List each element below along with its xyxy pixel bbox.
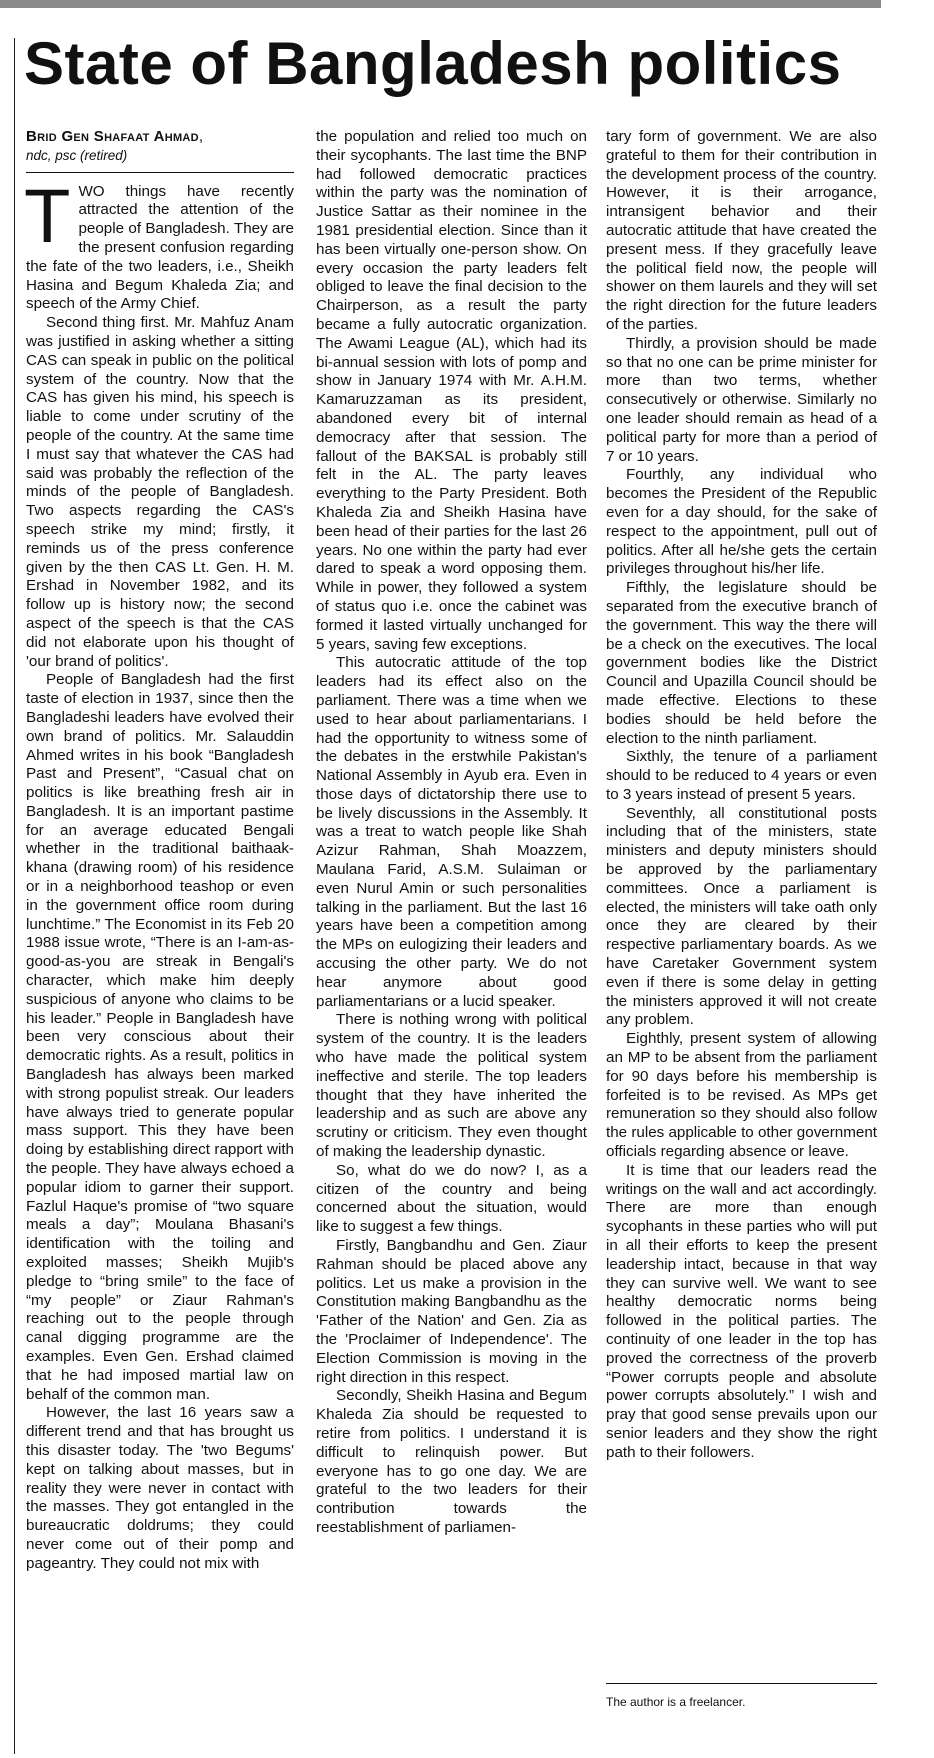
paragraph: Eighthly, present system of allowing an MP to be absent from the parliament for 90 days before his membership is forfeited is to be revised. As MPs get remuneration so they should also follow the rules applicable to other government officials regarding absence or leave. [606,1030,878,1161]
paragraph: Second thing first. Mr. Mahfuz Anam was justified in asking whether a sitting CAS can speak in public on the political system of the country. Now that the CAS has given his mind, his speech is liable to come under scrutiny of the people of the country. At the same time I must say that whatever the CAS had said was probably the reflection of the minds of the people of Bangladesh. Two aspects regarding the CAS's speech strike my mind; firstly, it reminds us of the press conference given by the then CAS Lt. Gen. H. M. Ershad in November 1982, and its follow up is history now; the second aspect of the speech is that the CAS did not elaborate upon his thought of 'our brand of politics'. [26,314,294,670]
top-rule [0,0,881,8]
byline-comma: , [198,128,204,145]
left-column-rule [14,38,15,1754]
paragraph: Firstly, Bangbandhu and Gen. Ziaur Rahman should be placed above any politics. Let us make a provision in the Constitution making Bangbandhu as the 'Father of the Nation' and Gen. Zia as the 'Proclaimer of Independence'. The Election Commission is moving in the right direction in this respect. [316,1237,587,1386]
author-name: Brid Gen Shafaat Ahmad [26,128,199,145]
headline: State of Bangladesh politics [24,30,842,97]
paragraph: So, what do we do now? I, as a citizen of the country and being concerned about the situation, would like to suggest a few things. [316,1161,587,1236]
paragraph: However, the last 16 years saw a different trend and that has brought us this disaster today. The 'two Begums' kept on talking about masses, but in reality they were never in contact with the masses. They got entangled in the bureaucratic doldrums; they could never come out of their pomp and pageantry. They could not mix with [26,1404,294,1572]
paragraph: There is nothing wrong with political system of the country. It is the leaders who have made the political system ineffective and sterile. The top leaders thought that they have inherited the leadership and as such are above any scrutiny or criticism. They even thought of making the leadership dynastic. [316,1011,587,1161]
paragraph: Secondly, Sheikh Hasina and Begum Khaleda Zia should be requested to retire from politics. I understand it is difficult to relinquish power. But everyone has to go one day. We are grateful to the two leaders for their contribution towards the reestablishment of parliamen- [316,1387,587,1536]
byline-rule [26,172,294,173]
drop-cap: T [24,173,71,259]
paragraph-text: WO things have recently attracted the attention of the people of Bangladesh. They are the present confusion regarding the fate of the two leaders, i.e., Sheikh Hasina and Begum Khaleda Zia; and speech of the Army Chief. [26,182,294,313]
paragraph: Fourthly, any individual who becomes the President of the Republic even for a day should, for the sake of respect to the appointment, pull out of politics. After all he/she gets the certain privileges throughout his/her life. [606,466,877,578]
author-note: The author is a freelancer. [606,1695,746,1709]
paragraph: Thirdly, a provision should be made so that no one can be prime minister for more than two terms, whether consecutively or otherwise. Similarly no one leader should remain as head of a political party for more than a period of 7 or 10 years. [606,334,877,465]
column-1 [26,128,294,1574]
column-3 [606,128,877,1463]
footnote-rule [606,1683,877,1684]
paragraph: This autocratic attitude of the top leaders had its effect also on the parliament. There was a time when we used to hear about parliamentarians. I had the opportunity to witness some of the debates in the erstwhile Pakistan's National Assembly in Ayub era. Even in those days of dictatorship there use to be lively discussions in the Assembly. It was a treat to watch people like Shah Azizur Rahman, Shah Moazzem, Maulana Farid, A.S.M. Sulaiman or even Nurul Amin or such personalities talking in the parliament. But the last 16 years have been a competition among the MPs on eulogizing their leaders and accusing the other party. We do not hear anymore about good parliamentarians or a lucid speaker. [316,654,587,1010]
paragraph: Seventhly, all constitutional posts including that of the ministers, state ministers and deputy ministers should be approved by the parliamentary committees. Once a parliament is elected, the ministers will take oath only once they are cleared by their respective parliamentary boards. As we have Caretaker Government system even if there is some delay in getting the ministers approved it will not create any problem. [606,804,877,1029]
paragraph-continued: tary form of government. We are also grateful to them for their contribution in the development process of the country. However, it is their arrogance, intransigent behavior and their autocratic attitude that have created the present mess. If they gracefully leave the political field now, the people will shower on them laurels and they will set the right direction for the future leaders of the parties. [606,128,877,333]
paragraph: Sixthly, the tenure of a parliament should to be reduced to 4 years or even to 3 years instead of present 5 years. [606,748,877,803]
paragraph-continued: the population and relied too much on their sycophants. The last time the BNP had followed democratic practices within the party was the nomination of Justice Sattar as their nominee in the 1981 presidential election. Since than it has been virtually one-person show. On every occasion the party leaders felt obliged to leave the final decision to the Chairperson, as a result the party became a fully autocratic organization. The Awami League (AL), which had its bi-annual session with lots of pomp and show in January 1974 with Mr. A.H.M. Kamaruzzaman as its president, abandoned every bit of internal democracy after that session. The fallout of the BAKSAL is probably still felt in the AL. The party leaves everything to the Party President. Both Khaleda Zia and Sheikh Hasina have been head of their parties for the last 26 years. No one within the party had ever dared to speak a word opposing them. While in power, they followed a system of status quo i.e. once the cabinet was formed it lasted virtually unchanged for 5 years, saving few exceptions. [316,128,587,653]
byline [26,128,294,166]
paragraph: People of Bangladesh had the first taste of election in 1937, since then the Bangladeshi leaders have evolved their own brand of politics. Mr. Salauddin Ahmed writes in his book “Bangladesh Past and Present”, “Casual chat on politics is like breathing fresh air in Bangladesh. It is an important pastime for an average educated Bengali whether in the traditional baithaak-khana (drawing room) of his residence or in a neighborhood teashop or even in the government office room during lunchtime.” The Economist in its Feb 20 1988 issue wrote, “There is an I-am-as-good-as-you are streak in Bengali's character, which make him deeply suspicious of anyone who claims to be his leader.” People in Bangladesh have been very conscious about their democratic rights. As a result, politics in Bangladesh has always been marked with strong populist streak. Our leaders have always tried to generate popular mass support. This they have been doing by establishing direct rapport with the people. They have always echoed a popular idiom to garner their support. Fazlul Haque's promise of “two square meals a day”; Moulana Bhasani's identification with the toiling and exploited masses; Sheikh Mujib's pledge to “bring smile” to the face of “my people” or Ziaur Rahman's reaching out to the people through canal digging programme are the examples. Even Gen. Ershad claimed that he had imposed martial law on behalf of the common man. [26,671,294,1403]
paragraph: Fifthly, the legislature should be separated from the executive branch of the government. This way the there will be a check on the executives. The local government bodies like the District Council and Upazilla Council should be made effective. Elections to these bodies should be held before the election to the ninth parliament. [606,579,877,747]
paragraph [24,173,294,315]
column-2 [316,128,587,1538]
author-credentials: ndc, psc (retired) [26,147,128,163]
paragraph: It is time that our leaders read the writings on the wall and act accordingly. There are more than enough sycophants in these parties who will put in all their efforts to keep the present leadership intact, because in that way they can survive well. We want to see healthy democratic norms being followed in the political parties. The continuity of one leader in the top has proved the correctness of the proverb “Power corrupts people and absolute power corrupts absolutely.” I wish and pray that good sense prevails upon our senior leaders and they show the right path to their followers. [606,1161,877,1461]
